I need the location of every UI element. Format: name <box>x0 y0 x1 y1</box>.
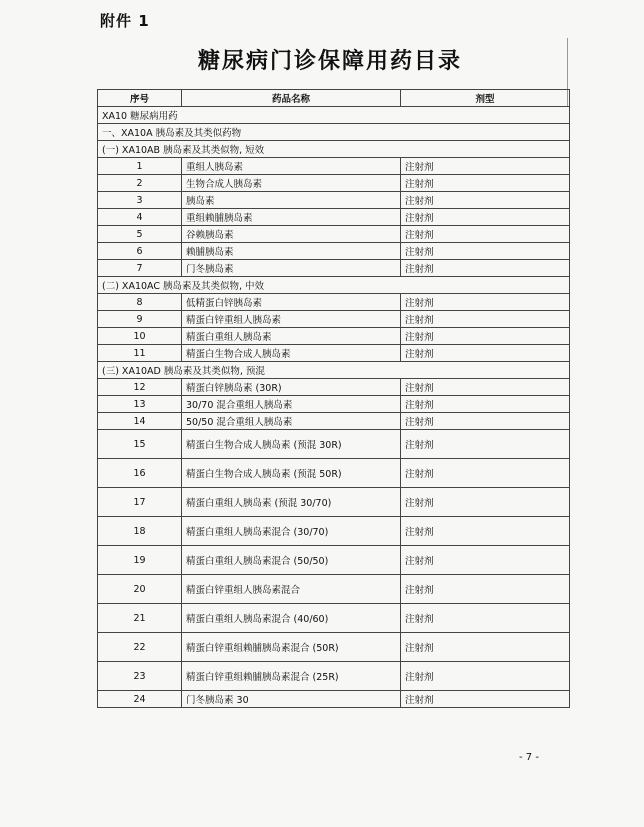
row-number: 2 <box>98 175 182 192</box>
group-heading-row <box>98 362 570 379</box>
category-heading: XA10 糖尿病用药 <box>98 107 570 124</box>
dosage-form: 注射剂 <box>401 209 570 226</box>
drug-name: 精蛋白生物合成人胰岛素 (预混 50R) <box>182 459 401 488</box>
dosage-form: 注射剂 <box>401 175 570 192</box>
drug-name: 门冬胰岛素 <box>182 260 401 277</box>
row-number: 19 <box>98 546 182 575</box>
dosage-form: 注射剂 <box>401 488 570 517</box>
dosage-form: 注射剂 <box>401 345 570 362</box>
row-number: 21 <box>98 604 182 633</box>
column-header-number: 序号 <box>98 90 182 107</box>
dosage-form: 注射剂 <box>401 662 570 691</box>
drug-name: 精蛋白重组人胰岛素 <box>182 328 401 345</box>
drug-name: 30/70 混合重组人胰岛素 <box>182 396 401 413</box>
drug-name: 精蛋白锌重组赖脯胰岛素混合 (50R) <box>182 633 401 662</box>
drug-name: 精蛋白锌重组赖脯胰岛素混合 (25R) <box>182 662 401 691</box>
row-number: 22 <box>98 633 182 662</box>
dosage-form: 注射剂 <box>401 413 570 430</box>
table-row <box>98 328 570 345</box>
document-title: 糖尿病门诊保障用药目录 <box>197 48 462 74</box>
group-heading-short-acting: (一) XA10AB 胰岛素及其类似物, 短效 <box>98 141 570 158</box>
column-header-dosage-form: 剂型 <box>401 90 570 107</box>
table-row <box>98 158 570 175</box>
row-number: 17 <box>98 488 182 517</box>
subcategory-heading: 一、XA10A 胰岛素及其类似药物 <box>98 124 570 141</box>
table-row <box>98 192 570 209</box>
row-number: 23 <box>98 662 182 691</box>
dosage-form: 注射剂 <box>401 243 570 260</box>
drug-name: 精蛋白重组人胰岛素 (预混 30/70) <box>182 488 401 517</box>
drug-name: 生物合成人胰岛素 <box>182 175 401 192</box>
dosage-form: 注射剂 <box>401 459 570 488</box>
group-heading-row <box>98 277 570 294</box>
drug-name: 低精蛋白锌胰岛素 <box>182 294 401 311</box>
table-row <box>98 604 570 633</box>
drug-name: 精蛋白重组人胰岛素混合 (50/50) <box>182 546 401 575</box>
category-heading-row <box>98 107 570 124</box>
row-number: 9 <box>98 311 182 328</box>
row-number: 8 <box>98 294 182 311</box>
column-header-drug-name: 药品名称 <box>182 90 401 107</box>
dosage-form: 注射剂 <box>401 546 570 575</box>
row-number: 11 <box>98 345 182 362</box>
dosage-form: 注射剂 <box>401 226 570 243</box>
row-number: 13 <box>98 396 182 413</box>
table-row <box>98 691 570 708</box>
drug-name: 精蛋白锌胰岛素 (30R) <box>182 379 401 396</box>
drug-name: 胰岛素 <box>182 192 401 209</box>
row-number: 15 <box>98 430 182 459</box>
drug-name: 精蛋白重组人胰岛素混合 (30/70) <box>182 517 401 546</box>
table-row <box>98 260 570 277</box>
row-number: 6 <box>98 243 182 260</box>
drug-name: 谷赖胰岛素 <box>182 226 401 243</box>
drug-name: 精蛋白生物合成人胰岛素 (预混 30R) <box>182 430 401 459</box>
subcategory-heading-row <box>98 124 570 141</box>
dosage-form: 注射剂 <box>401 192 570 209</box>
table-row <box>98 430 570 459</box>
dosage-form: 注射剂 <box>401 158 570 175</box>
dosage-form: 注射剂 <box>401 328 570 345</box>
row-number: 24 <box>98 691 182 708</box>
dosage-form: 注射剂 <box>401 430 570 459</box>
table-row <box>98 488 570 517</box>
row-number: 3 <box>98 192 182 209</box>
dosage-form: 注射剂 <box>401 396 570 413</box>
drug-name: 精蛋白生物合成人胰岛素 <box>182 345 401 362</box>
drug-name: 精蛋白重组人胰岛素混合 (40/60) <box>182 604 401 633</box>
table-row <box>98 209 570 226</box>
table-row <box>98 175 570 192</box>
row-number: 20 <box>98 575 182 604</box>
row-number: 5 <box>98 226 182 243</box>
dosage-form: 注射剂 <box>401 294 570 311</box>
table-row <box>98 345 570 362</box>
attachment-label: 附件 1 <box>100 12 150 30</box>
drug-name: 精蛋白锌重组人胰岛素 <box>182 311 401 328</box>
row-number: 1 <box>98 158 182 175</box>
table-row <box>98 546 570 575</box>
drug-name: 重组赖脯胰岛素 <box>182 209 401 226</box>
table-row <box>98 575 570 604</box>
page-number: - 7 - <box>519 752 539 763</box>
table-row <box>98 459 570 488</box>
drug-name: 50/50 混合重组人胰岛素 <box>182 413 401 430</box>
table-row <box>98 662 570 691</box>
table-row <box>98 633 570 662</box>
dosage-form: 注射剂 <box>401 575 570 604</box>
table-row <box>98 226 570 243</box>
dosage-form: 注射剂 <box>401 311 570 328</box>
dosage-form: 注射剂 <box>401 379 570 396</box>
row-number: 12 <box>98 379 182 396</box>
dosage-form: 注射剂 <box>401 604 570 633</box>
row-number: 7 <box>98 260 182 277</box>
table-row <box>98 396 570 413</box>
row-number: 16 <box>98 459 182 488</box>
dosage-form: 注射剂 <box>401 517 570 546</box>
drug-name: 精蛋白锌重组人胰岛素混合 <box>182 575 401 604</box>
drug-name: 门冬胰岛素 30 <box>182 691 401 708</box>
table-header-row <box>98 90 570 107</box>
drug-name: 赖脯胰岛素 <box>182 243 401 260</box>
table-row <box>98 243 570 260</box>
dosage-form: 注射剂 <box>401 691 570 708</box>
row-number: 10 <box>98 328 182 345</box>
drug-catalog-table <box>97 89 570 708</box>
dosage-form: 注射剂 <box>401 633 570 662</box>
row-number: 14 <box>98 413 182 430</box>
row-number: 18 <box>98 517 182 546</box>
table-row <box>98 517 570 546</box>
dosage-form: 注射剂 <box>401 260 570 277</box>
drug-name: 重组人胰岛素 <box>182 158 401 175</box>
table-row <box>98 379 570 396</box>
row-number: 4 <box>98 209 182 226</box>
group-heading-row <box>98 141 570 158</box>
group-heading-premixed: (三) XA10AD 胰岛素及其类似物, 预混 <box>98 362 570 379</box>
group-heading-intermediate-acting: (二) XA10AC 胰岛素及其类似物, 中效 <box>98 277 570 294</box>
table-row <box>98 311 570 328</box>
table-row <box>98 294 570 311</box>
table-row <box>98 413 570 430</box>
